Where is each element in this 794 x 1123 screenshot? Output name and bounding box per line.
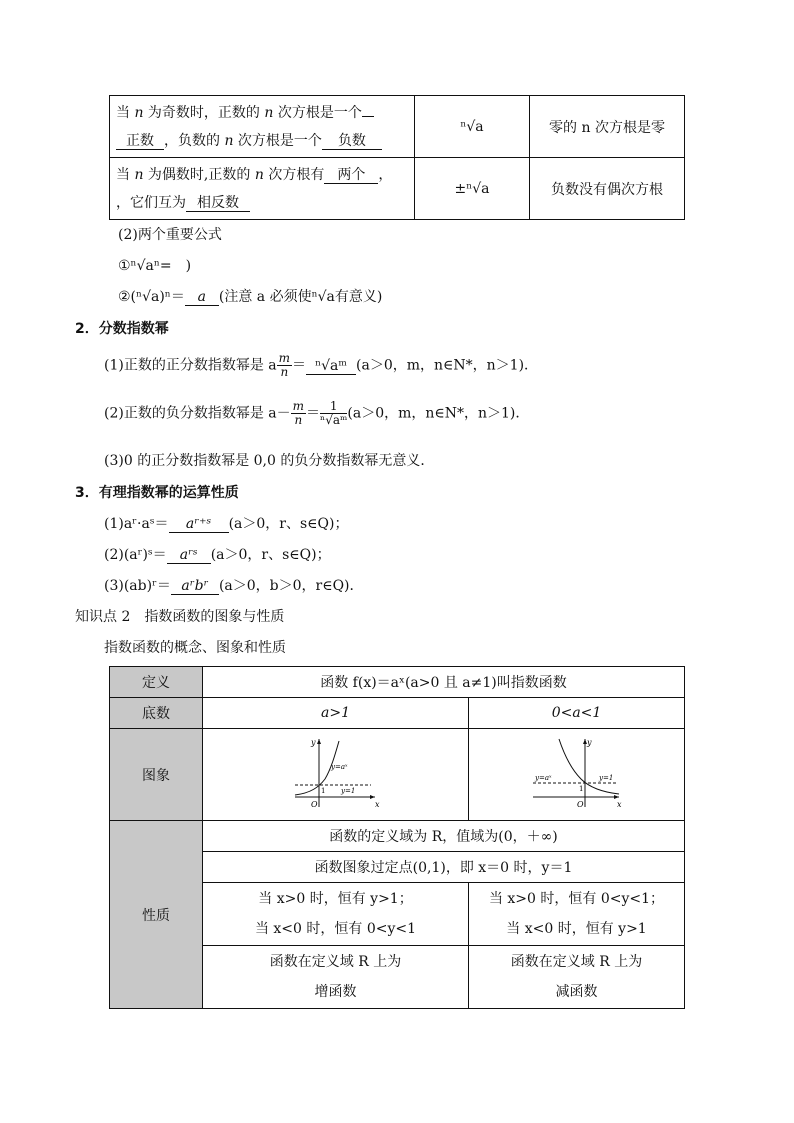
graph-right-x-label: x — [616, 799, 622, 809]
section3-r3: (3)(ab)ʳ＝ aʳbʳ (a＞0，b＞0，r∈Q)． — [104, 578, 364, 594]
section2-p2: (2)正数的负分数指数幂是 a－ $\frac{m}{n}$ ＝ $\frac{1}{\text{ⁿ√aᵐ}}$ (a＞0，m，n∈N*，n＞1)． — [104, 399, 530, 428]
base-gt1: a>1 — [203, 698, 469, 729]
graph-left-one: 1 — [320, 786, 325, 795]
increasing-exp-graph — [291, 735, 381, 811]
section3-title: 3．有理指数幂的运算性质 — [75, 485, 239, 501]
root-row2-symbol: ±ⁿ√a — [415, 158, 530, 220]
section3-r1: (1)aʳ·aˢ＝ aʳ⁺ˢ (a＞0，r、s∈Q)； — [104, 516, 349, 532]
prop-range-decreasing: 当 x>0 时，恒有 0<y<1； 当 x<0 时，恒有 y>1 — [469, 883, 685, 946]
def-label: 定义 — [110, 667, 203, 698]
prop-label: 性质 — [110, 821, 203, 1009]
graph-decreasing — [469, 729, 685, 821]
prop-domain-range: 函数的定义域为 R，值域为(0，＋∞) — [203, 821, 685, 852]
base-lt1: 0<a<1 — [469, 698, 685, 729]
knowledge2-subtitle: 指数函数的概念、图象和性质 — [104, 640, 286, 656]
decreasing-exp-graph — [529, 735, 625, 811]
prop-monotonic-decreasing: 函数在定义域 R 上为 减函数 — [469, 946, 685, 1009]
graph-left-line-label: y=1 — [340, 786, 355, 795]
graph-left-y-label: y — [310, 737, 316, 747]
root-row2-desc: 当 n 为偶数时,正数的 n 次方根有 两个 ， ，它们互为 相反数 — [110, 158, 415, 220]
knowledge2-title: 知识点 2 指数函数的图象与性质 — [75, 609, 285, 625]
def-text: 函数 f(x)＝aˣ(a>0 且 a≠1)叫指数函数 — [203, 667, 685, 698]
root-row1-desc: 当 n 为奇数时，正数的 n 次方根是一个 正数 ，负数的 n 次方根是一个 负数 — [110, 96, 415, 158]
graph-left-origin: O — [310, 799, 318, 809]
section2-title: 2．分数指数幂 — [75, 321, 169, 337]
section2-p1: (1)正数的正分数指数幂是 a $\frac{m}{n}$ ＝ ⁿ√aᵐ (a＞0，m，n∈N*，n＞1)． — [104, 351, 539, 380]
graph-right-curve-label: y=aˣ — [534, 773, 551, 782]
root-row1-note: 零的 n 次方根是零 — [530, 96, 685, 158]
prop-range-increasing: 当 x>0 时，恒有 y>1； 当 x<0 时，恒有 0<y<1 — [203, 883, 469, 946]
section3-r2: (2)(aʳ)ˢ＝ aʳˢ (a＞0，r、s∈Q)； — [104, 547, 331, 563]
graph-right-line-label: y=1 — [598, 773, 613, 782]
prop-monotonic-increasing: 函数在定义域 R 上为 增函数 — [203, 946, 469, 1009]
graph-left-x-label: x — [374, 799, 380, 809]
exp-table — [109, 666, 685, 1009]
section2-p3: (3)0 的正分数指数幂是 0,0 的负分数指数幂无意义． — [104, 453, 435, 469]
blank-two: 两个 — [324, 168, 378, 184]
graph-increasing — [203, 729, 469, 821]
graph-right-y-label: y — [586, 737, 592, 747]
root-row2-note: 负数没有偶次方根 — [530, 158, 685, 220]
blank-opposite: 相反数 — [186, 196, 250, 212]
graph-right-one: 1 — [578, 784, 583, 793]
formulas-heading: (2)两个重要公式 — [118, 227, 222, 243]
base-label: 底数 — [110, 698, 203, 729]
root-row1-symbol: ⁿ√a — [415, 96, 530, 158]
blank-positive: 正数 — [116, 134, 164, 150]
formula-2: ②(ⁿ√a)ⁿ＝ a (注意 a 必须使ⁿ√a有意义) — [118, 289, 383, 305]
root-table — [109, 95, 685, 220]
prop-fixed-point: 函数图象过定点(0,1)，即 x＝0 时，y＝1 — [203, 852, 685, 883]
graph-label: 图象 — [110, 729, 203, 821]
graph-right-origin: O — [576, 799, 584, 809]
graph-left-curve-label: y=aˣ — [330, 762, 347, 771]
blank-negative: 负数 — [322, 134, 382, 150]
formula-1: ①ⁿ√aⁿ= ) — [118, 258, 192, 274]
